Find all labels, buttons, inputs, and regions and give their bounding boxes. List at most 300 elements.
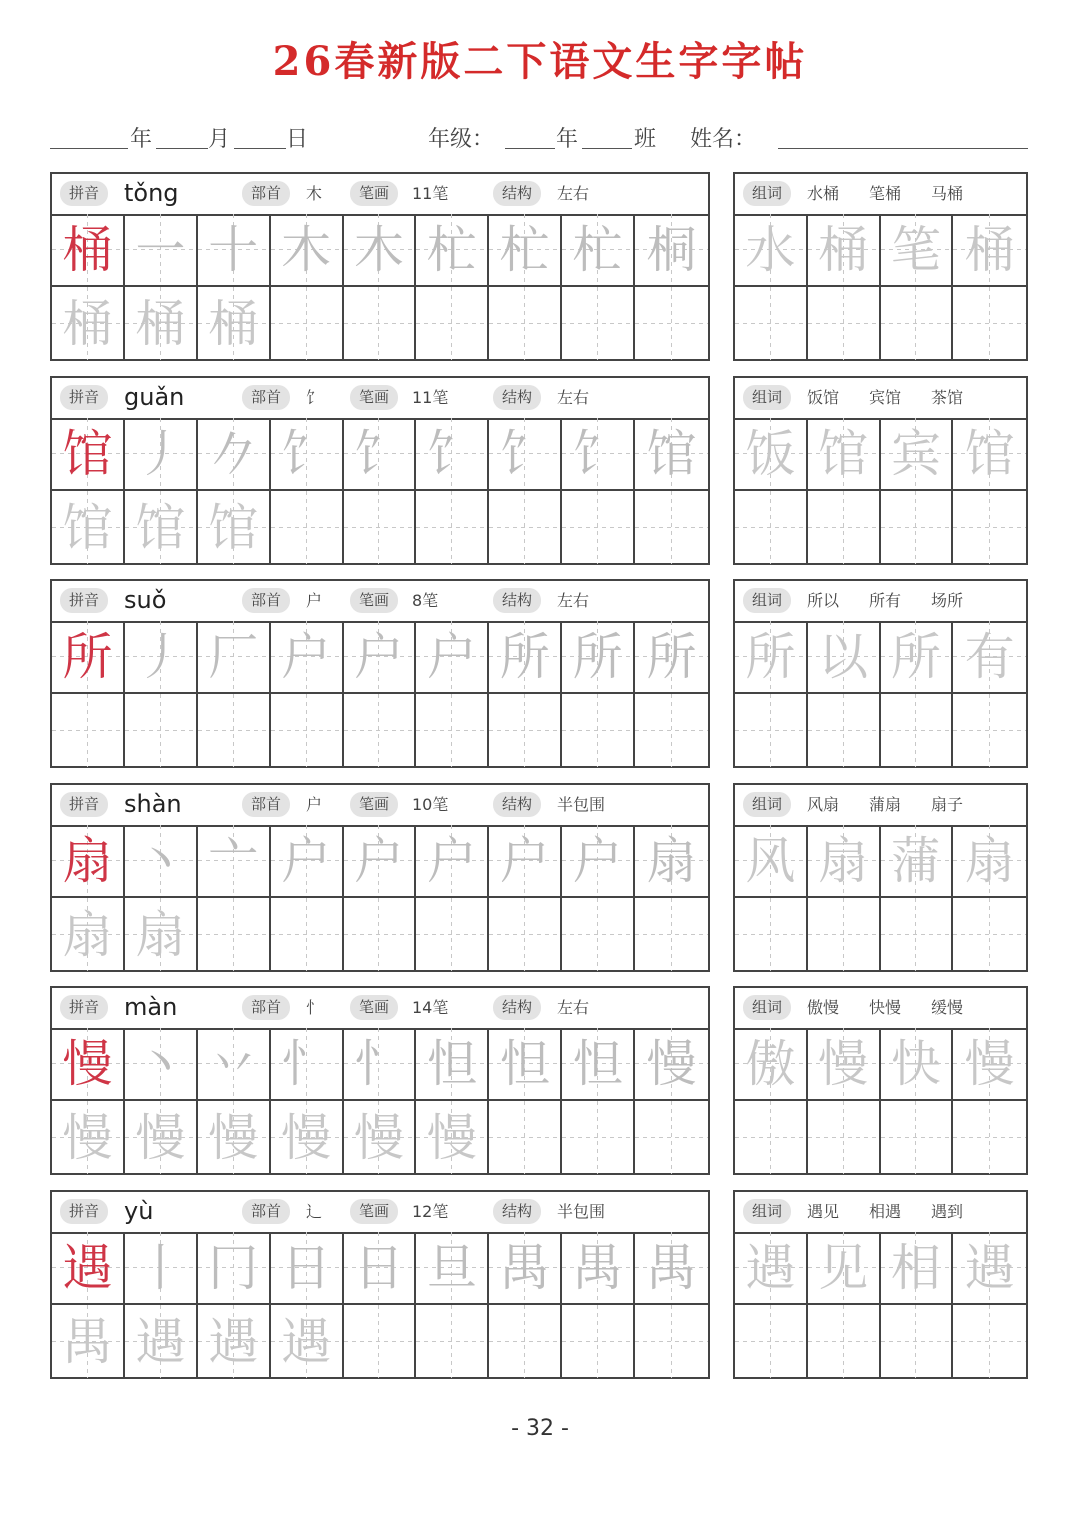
grid-cell[interactable] [52,898,125,971]
grid-cell[interactable] [635,418,708,491]
grid-cell[interactable] [416,825,489,898]
grid-cell[interactable] [808,898,881,971]
grid-cell[interactable] [125,825,198,898]
class-blank[interactable] [582,148,632,149]
grid-cell[interactable] [735,287,808,360]
structure-tag: 结构 [493,385,541,410]
grid-cell[interactable] [344,491,417,564]
structure-value: 左右 [557,591,590,610]
stroke-step: 户 [281,627,332,686]
grid-cell[interactable] [881,418,954,491]
grid-cell[interactable] [198,621,271,694]
grid-cell[interactable] [953,898,1026,971]
grid-cell[interactable] [562,825,635,898]
grid-cell[interactable] [953,1305,1026,1378]
grid-cell[interactable] [635,214,708,287]
word-example: 相遇 [869,1202,902,1221]
words-header [735,174,1026,216]
grid-cell[interactable] [344,418,417,491]
grid-cell[interactable] [735,214,808,287]
grid-cell[interactable] [198,1101,271,1174]
grid-cell[interactable] [735,418,808,491]
radical-tag: 部首 [242,588,290,613]
grid-cell[interactable] [198,694,271,767]
grid-cell[interactable] [562,1305,635,1378]
grid-cell[interactable] [198,898,271,971]
stroke-step: 冂 [208,1238,259,1297]
stroke-step: 丷 [208,1034,259,1093]
grid-cell[interactable] [489,694,562,767]
pinyin-tag: 拼音 [60,588,108,613]
grid-cell[interactable] [125,418,198,491]
grid-cell[interactable] [52,1101,125,1174]
strokes-tag: 笔画 [350,385,398,410]
grid-cell[interactable] [735,621,808,694]
grade-year-label: 年 [556,127,579,152]
word-example: 傲慢 [807,998,840,1017]
grid-cell[interactable] [344,1232,417,1305]
grid-cell[interactable] [562,621,635,694]
pinyin-value: guǎn [124,383,185,411]
grid-cell[interactable] [808,1232,881,1305]
words-panel-5 [733,986,1028,1175]
stroke-step: 禺 [499,1238,550,1297]
stroke-step: 十 [208,220,259,279]
grid-cell[interactable] [52,1232,125,1305]
stroke-step: 桐 [646,220,697,279]
pinyin-value: suǒ [124,586,167,614]
grid-cell[interactable] [489,214,562,287]
strokes-value: 8笔 [412,591,439,610]
grid-cell[interactable] [198,1028,271,1101]
grid-cell[interactable] [881,491,954,564]
strokes-tag: 笔画 [350,181,398,206]
grid-cell[interactable] [635,1232,708,1305]
grid-cell[interactable] [271,1305,344,1378]
words-panel-3 [733,579,1028,768]
grid-cell[interactable] [808,1101,881,1174]
grid-cell[interactable] [489,418,562,491]
char-panel-5 [50,986,710,1175]
grid-cell[interactable] [416,491,489,564]
grid-cell[interactable] [953,214,1026,287]
words-panel-2 [733,376,1028,565]
word-example: 遇见 [807,1202,840,1221]
model-character: 慢 [62,1034,113,1093]
grid-cell[interactable] [808,491,881,564]
grid-cell[interactable] [198,214,271,287]
strokes-value: 10笔 [412,795,449,814]
grid-cell[interactable] [271,287,344,360]
char-panel-3 [50,579,710,768]
grid-cell[interactable] [198,1232,271,1305]
grid-cell[interactable] [562,418,635,491]
grid-cell[interactable] [735,1028,808,1101]
grid-cell[interactable] [635,287,708,360]
grid-cell[interactable] [562,1101,635,1174]
grid-cell[interactable] [344,214,417,287]
grid-cell[interactable] [125,1305,198,1378]
grid-cell[interactable] [953,825,1026,898]
grid-cell[interactable] [344,621,417,694]
grid-cell[interactable] [52,694,125,767]
words-header [735,378,1026,420]
radical-tag: 部首 [242,181,290,206]
word-trace-character: 宾 [890,424,941,483]
grid-cell[interactable] [808,825,881,898]
words-grid [735,214,1026,359]
word-example: 蒲扇 [869,795,902,814]
radical-value: 户 [306,795,323,814]
words-panel-1 [733,172,1028,361]
trace-character: 桶 [208,294,259,353]
stroke-step: 户 [426,831,477,890]
stroke-step: 所 [499,627,550,686]
grid-cell[interactable] [562,898,635,971]
grid-cell[interactable] [489,825,562,898]
word-trace-character: 风 [745,831,796,890]
grid-cell[interactable] [416,621,489,694]
grid-cell[interactable] [881,1232,954,1305]
grid-cell[interactable] [271,491,344,564]
grid-cell[interactable] [52,491,125,564]
grid-cell[interactable] [953,1028,1026,1101]
words-header [735,581,1026,623]
word-trace-character: 扇 [818,831,869,890]
grid-cell[interactable] [344,287,417,360]
grid-cell[interactable] [562,1232,635,1305]
grid-cell[interactable] [125,1028,198,1101]
grid-cell[interactable] [271,1028,344,1101]
class-label: 班 [634,127,657,152]
grid-cell[interactable] [562,214,635,287]
month-blank[interactable] [156,148,208,149]
structure-tag: 结构 [493,588,541,613]
words-grid [735,1232,1026,1377]
pinyin-tag: 拼音 [60,1199,108,1224]
grid-cell[interactable] [198,418,271,491]
pinyin-tag: 拼音 [60,995,108,1020]
stroke-step: 户 [281,831,332,890]
word-trace-character: 饭 [745,424,796,483]
grid-cell[interactable] [416,898,489,971]
grid-cell[interactable] [953,287,1026,360]
radical-tag: 部首 [242,1199,290,1224]
char-info-header [52,174,708,216]
grid-cell[interactable] [808,214,881,287]
grid-cell[interactable] [808,1028,881,1101]
stroke-step: 丨 [135,1238,186,1297]
grid-cell[interactable] [125,1232,198,1305]
trace-character: 遇 [281,1312,332,1371]
word-trace-character: 水 [745,220,796,279]
grid-cell[interactable] [416,1028,489,1101]
grid-cell[interactable] [881,694,954,767]
pinyin-tag: 拼音 [60,181,108,206]
grid-cell[interactable] [344,1028,417,1101]
grid-cell[interactable] [52,287,125,360]
grid-cell[interactable] [52,418,125,491]
structure-value: 左右 [557,388,590,407]
page-number: - 32 - [511,1416,569,1441]
word-trace-character: 傲 [745,1034,796,1093]
grid-cell[interactable] [635,825,708,898]
grid-cell[interactable] [881,898,954,971]
grid-cell[interactable] [344,1101,417,1174]
stroke-step: 户 [499,831,550,890]
word-example: 风扇 [807,795,840,814]
grade-label: 年级： [428,127,495,152]
word-trace-character: 慢 [964,1034,1015,1093]
grid-cell[interactable] [808,1305,881,1378]
grid-cell[interactable] [198,825,271,898]
grid-cell[interactable] [271,694,344,767]
grid-cell[interactable] [953,1101,1026,1174]
grid-cell[interactable] [271,214,344,287]
words-grid [735,825,1026,970]
grid-cell[interactable] [808,621,881,694]
word-trace-character: 所 [890,627,941,686]
structure-tag: 结构 [493,1199,541,1224]
strokes-tag: 笔画 [350,588,398,613]
grid-cell[interactable] [735,491,808,564]
grid-cell[interactable] [416,1232,489,1305]
month-label: 月 [208,127,231,152]
strokes-value: 11笔 [412,184,449,203]
grid-cell[interactable] [735,898,808,971]
grid-cell[interactable] [881,825,954,898]
structure-tag: 结构 [493,181,541,206]
grid-cell[interactable] [125,287,198,360]
word-example: 茶馆 [931,388,964,407]
words-tag: 组词 [743,385,791,410]
stroke-step: 户 [353,627,404,686]
structure-value: 左右 [557,998,590,1017]
grid-cell[interactable] [271,1101,344,1174]
word-trace-character: 馆 [818,424,869,483]
char-panel-2 [50,376,710,565]
stroke-step: 杧 [572,220,623,279]
grid-cell[interactable] [953,621,1026,694]
word-example: 所有 [869,591,902,610]
grade-blank[interactable] [505,148,555,149]
grid-cell[interactable] [416,694,489,767]
grid-cell[interactable] [953,418,1026,491]
grid-cell[interactable] [489,1101,562,1174]
trace-character: 馆 [62,498,113,557]
grid-cell[interactable] [344,825,417,898]
trace-character: 遇 [135,1312,186,1371]
stroke-step: 禺 [646,1238,697,1297]
grid-cell[interactable] [953,1232,1026,1305]
grid-cell[interactable] [881,214,954,287]
stroke-step: 杧 [499,220,550,279]
grid-cell[interactable] [735,825,808,898]
grid-cell[interactable] [735,1101,808,1174]
grid-cell[interactable] [489,1232,562,1305]
grid-cell[interactable] [416,287,489,360]
grid-cell[interactable] [344,1305,417,1378]
word-example: 遇到 [931,1202,964,1221]
stroke-step: 𠂊 [208,424,259,483]
grid-cell[interactable] [635,1305,708,1378]
grid-cell[interactable] [344,694,417,767]
trace-character: 桶 [62,294,113,353]
grid-cell[interactable] [125,491,198,564]
grid-cell[interactable] [52,214,125,287]
grid-cell[interactable] [953,694,1026,767]
words-grid [735,1028,1026,1173]
grid-cell[interactable] [562,287,635,360]
grid-cell[interactable] [125,1101,198,1174]
radical-value: 户 [306,591,323,610]
structure-tag: 结构 [493,995,541,1020]
grid-cell[interactable] [416,1305,489,1378]
stroke-step: 所 [572,627,623,686]
date-name-header [0,118,1080,158]
grid-cell[interactable] [881,1101,954,1174]
word-trace-character: 以 [818,627,869,686]
grid-cell[interactable] [562,694,635,767]
structure-value: 半包围 [557,1202,606,1221]
radical-tag: 部首 [242,385,290,410]
grid-cell[interactable] [125,621,198,694]
stroke-step: 旦 [426,1238,477,1297]
char-info-header [52,378,708,420]
grid-cell[interactable] [125,898,198,971]
stroke-step: 丿 [135,627,186,686]
grid-cell[interactable] [635,694,708,767]
writing-grid [52,1232,708,1377]
grid-cell[interactable] [416,1101,489,1174]
grid-cell[interactable] [271,1232,344,1305]
grid-cell[interactable] [52,1305,125,1378]
grid-cell[interactable] [416,418,489,491]
stroke-step: 厂 [208,627,259,686]
word-example: 马桶 [931,184,964,203]
grid-cell[interactable] [271,418,344,491]
grid-cell[interactable] [52,621,125,694]
grid-cell[interactable] [489,1305,562,1378]
structure-tag: 结构 [493,792,541,817]
grid-cell[interactable] [881,621,954,694]
stroke-step: 忄 [353,1034,404,1093]
word-trace-character: 见 [818,1238,869,1297]
name-blank[interactable] [778,148,1028,149]
words-header [735,1192,1026,1234]
grid-cell[interactable] [489,287,562,360]
grid-cell[interactable] [198,491,271,564]
grid-cell[interactable] [125,694,198,767]
stroke-step: 扇 [646,831,697,890]
grid-cell[interactable] [562,491,635,564]
grid-cell[interactable] [735,1305,808,1378]
stroke-step: 慢 [646,1034,697,1093]
words-header [735,988,1026,1030]
radical-value: 木 [306,184,323,203]
trace-character: 扇 [62,905,113,964]
strokes-tag: 笔画 [350,792,398,817]
grid-cell[interactable] [271,621,344,694]
words-panel-4 [733,783,1028,972]
grid-cell[interactable] [881,1028,954,1101]
grid-cell[interactable] [271,825,344,898]
grid-cell[interactable] [416,214,489,287]
grid-cell[interactable] [808,287,881,360]
words-tag: 组词 [743,792,791,817]
radical-tag: 部首 [242,995,290,1020]
stroke-step: 饣 [353,424,404,483]
structure-value: 左右 [557,184,590,203]
grid-cell[interactable] [735,694,808,767]
pinyin-tag: 拼音 [60,792,108,817]
page-title: 26春新版二下语文生字字帖 [272,38,808,85]
pinyin-value: màn [124,993,178,1021]
grid-cell[interactable] [635,898,708,971]
grid-cell[interactable] [198,287,271,360]
strokes-value: 14笔 [412,998,449,1017]
grid-cell[interactable] [489,491,562,564]
char-info-header [52,785,708,827]
trace-character: 慢 [353,1108,404,1167]
stroke-step: 日 [353,1238,404,1297]
structure-value: 半包围 [557,795,606,814]
trace-character: 禺 [62,1312,113,1371]
word-trace-character: 桶 [818,220,869,279]
stroke-step: 怛 [499,1034,550,1093]
name-label: 姓名： [690,127,757,152]
stroke-step: 饣 [281,424,332,483]
grid-cell[interactable] [489,898,562,971]
day-blank[interactable] [234,148,286,149]
grid-cell[interactable] [635,1101,708,1174]
word-example: 场所 [931,591,964,610]
grid-cell[interactable] [489,621,562,694]
stroke-step: 一 [135,220,186,279]
grid-cell[interactable] [881,287,954,360]
grid-cell[interactable] [344,898,417,971]
writing-grid [52,1028,708,1173]
pinyin-value: yù [124,1197,154,1225]
grid-cell[interactable] [125,214,198,287]
grid-cell[interactable] [635,1028,708,1101]
grid-cell[interactable] [808,418,881,491]
grid-cell[interactable] [881,1305,954,1378]
word-trace-character: 蒲 [890,831,941,890]
grid-cell[interactable] [562,1028,635,1101]
grid-cell[interactable] [953,491,1026,564]
grid-cell[interactable] [52,825,125,898]
stroke-step: 怛 [426,1034,477,1093]
grid-cell[interactable] [735,1232,808,1305]
grid-cell[interactable] [52,1028,125,1101]
word-trace-character: 慢 [818,1034,869,1093]
words-tag: 组词 [743,995,791,1020]
pinyin-value: tǒng [124,179,179,207]
stroke-step: 户 [353,831,404,890]
grid-cell[interactable] [489,1028,562,1101]
grid-cell[interactable] [808,694,881,767]
pinyin-tag: 拼音 [60,385,108,410]
word-example: 饭馆 [807,388,840,407]
word-example: 扇子 [931,795,964,814]
grid-cell[interactable] [198,1305,271,1378]
writing-grid [52,214,708,359]
year-blank[interactable] [50,148,128,149]
grid-cell[interactable] [271,898,344,971]
grid-cell[interactable] [635,621,708,694]
grid-cell[interactable] [635,491,708,564]
